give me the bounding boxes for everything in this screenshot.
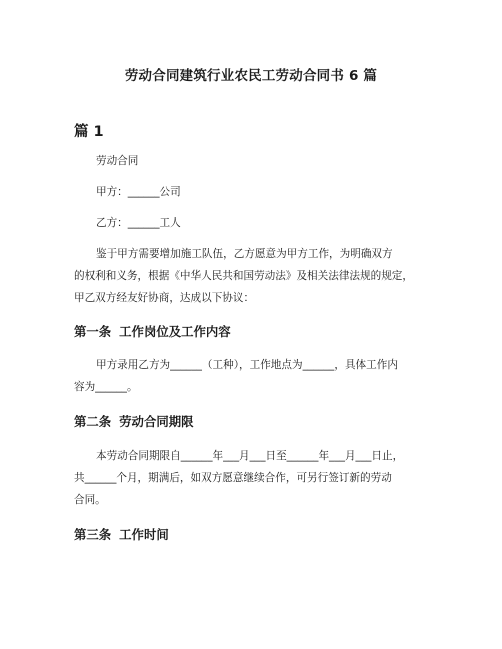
section-number: 第一条 (74, 324, 112, 339)
section-number: 第三条 (74, 527, 112, 542)
contract-title: 劳动合同 (96, 155, 139, 167)
party-a-line: 甲方：______公司 (96, 186, 181, 198)
preamble-line: 鉴于甲方需要增加施工队伍，乙方愿意为甲方工作，为明确双方 (96, 248, 393, 260)
section-line: 甲方录用乙方为______（工种），工作地点为______，具体工作内 (96, 359, 398, 371)
section-heading (74, 525, 169, 543)
section-line: 合同。 (74, 494, 106, 506)
section-title: 工作时间 (119, 527, 169, 542)
section-line: 共______个月，期满后，如双方愿意继续合作，可另行签订新的劳动 (74, 472, 392, 484)
section-title: 工作岗位及工作内容 (119, 324, 231, 339)
document-title: 劳动合同建筑行业农民工劳动合同书 6 篇 (124, 68, 378, 84)
section-line: 本劳动合同期限自______年___月___日至______年___月___日止， (96, 450, 404, 462)
section-number: 第二条 (74, 414, 112, 429)
preamble-line: 的权利和义务，根据《中华人民共和国劳动法》及相关法律法规的规定， (74, 270, 413, 282)
party-b-line: 乙方：______工人 (96, 217, 181, 229)
part-heading: 篇 1 (74, 124, 104, 140)
section-heading (74, 322, 231, 340)
section-heading (74, 412, 194, 430)
preamble-line: 甲乙双方经友好协商，达成以下协议： (74, 292, 255, 304)
section-title: 劳动合同期限 (119, 414, 194, 429)
section-line: 容为______。 (74, 381, 138, 393)
